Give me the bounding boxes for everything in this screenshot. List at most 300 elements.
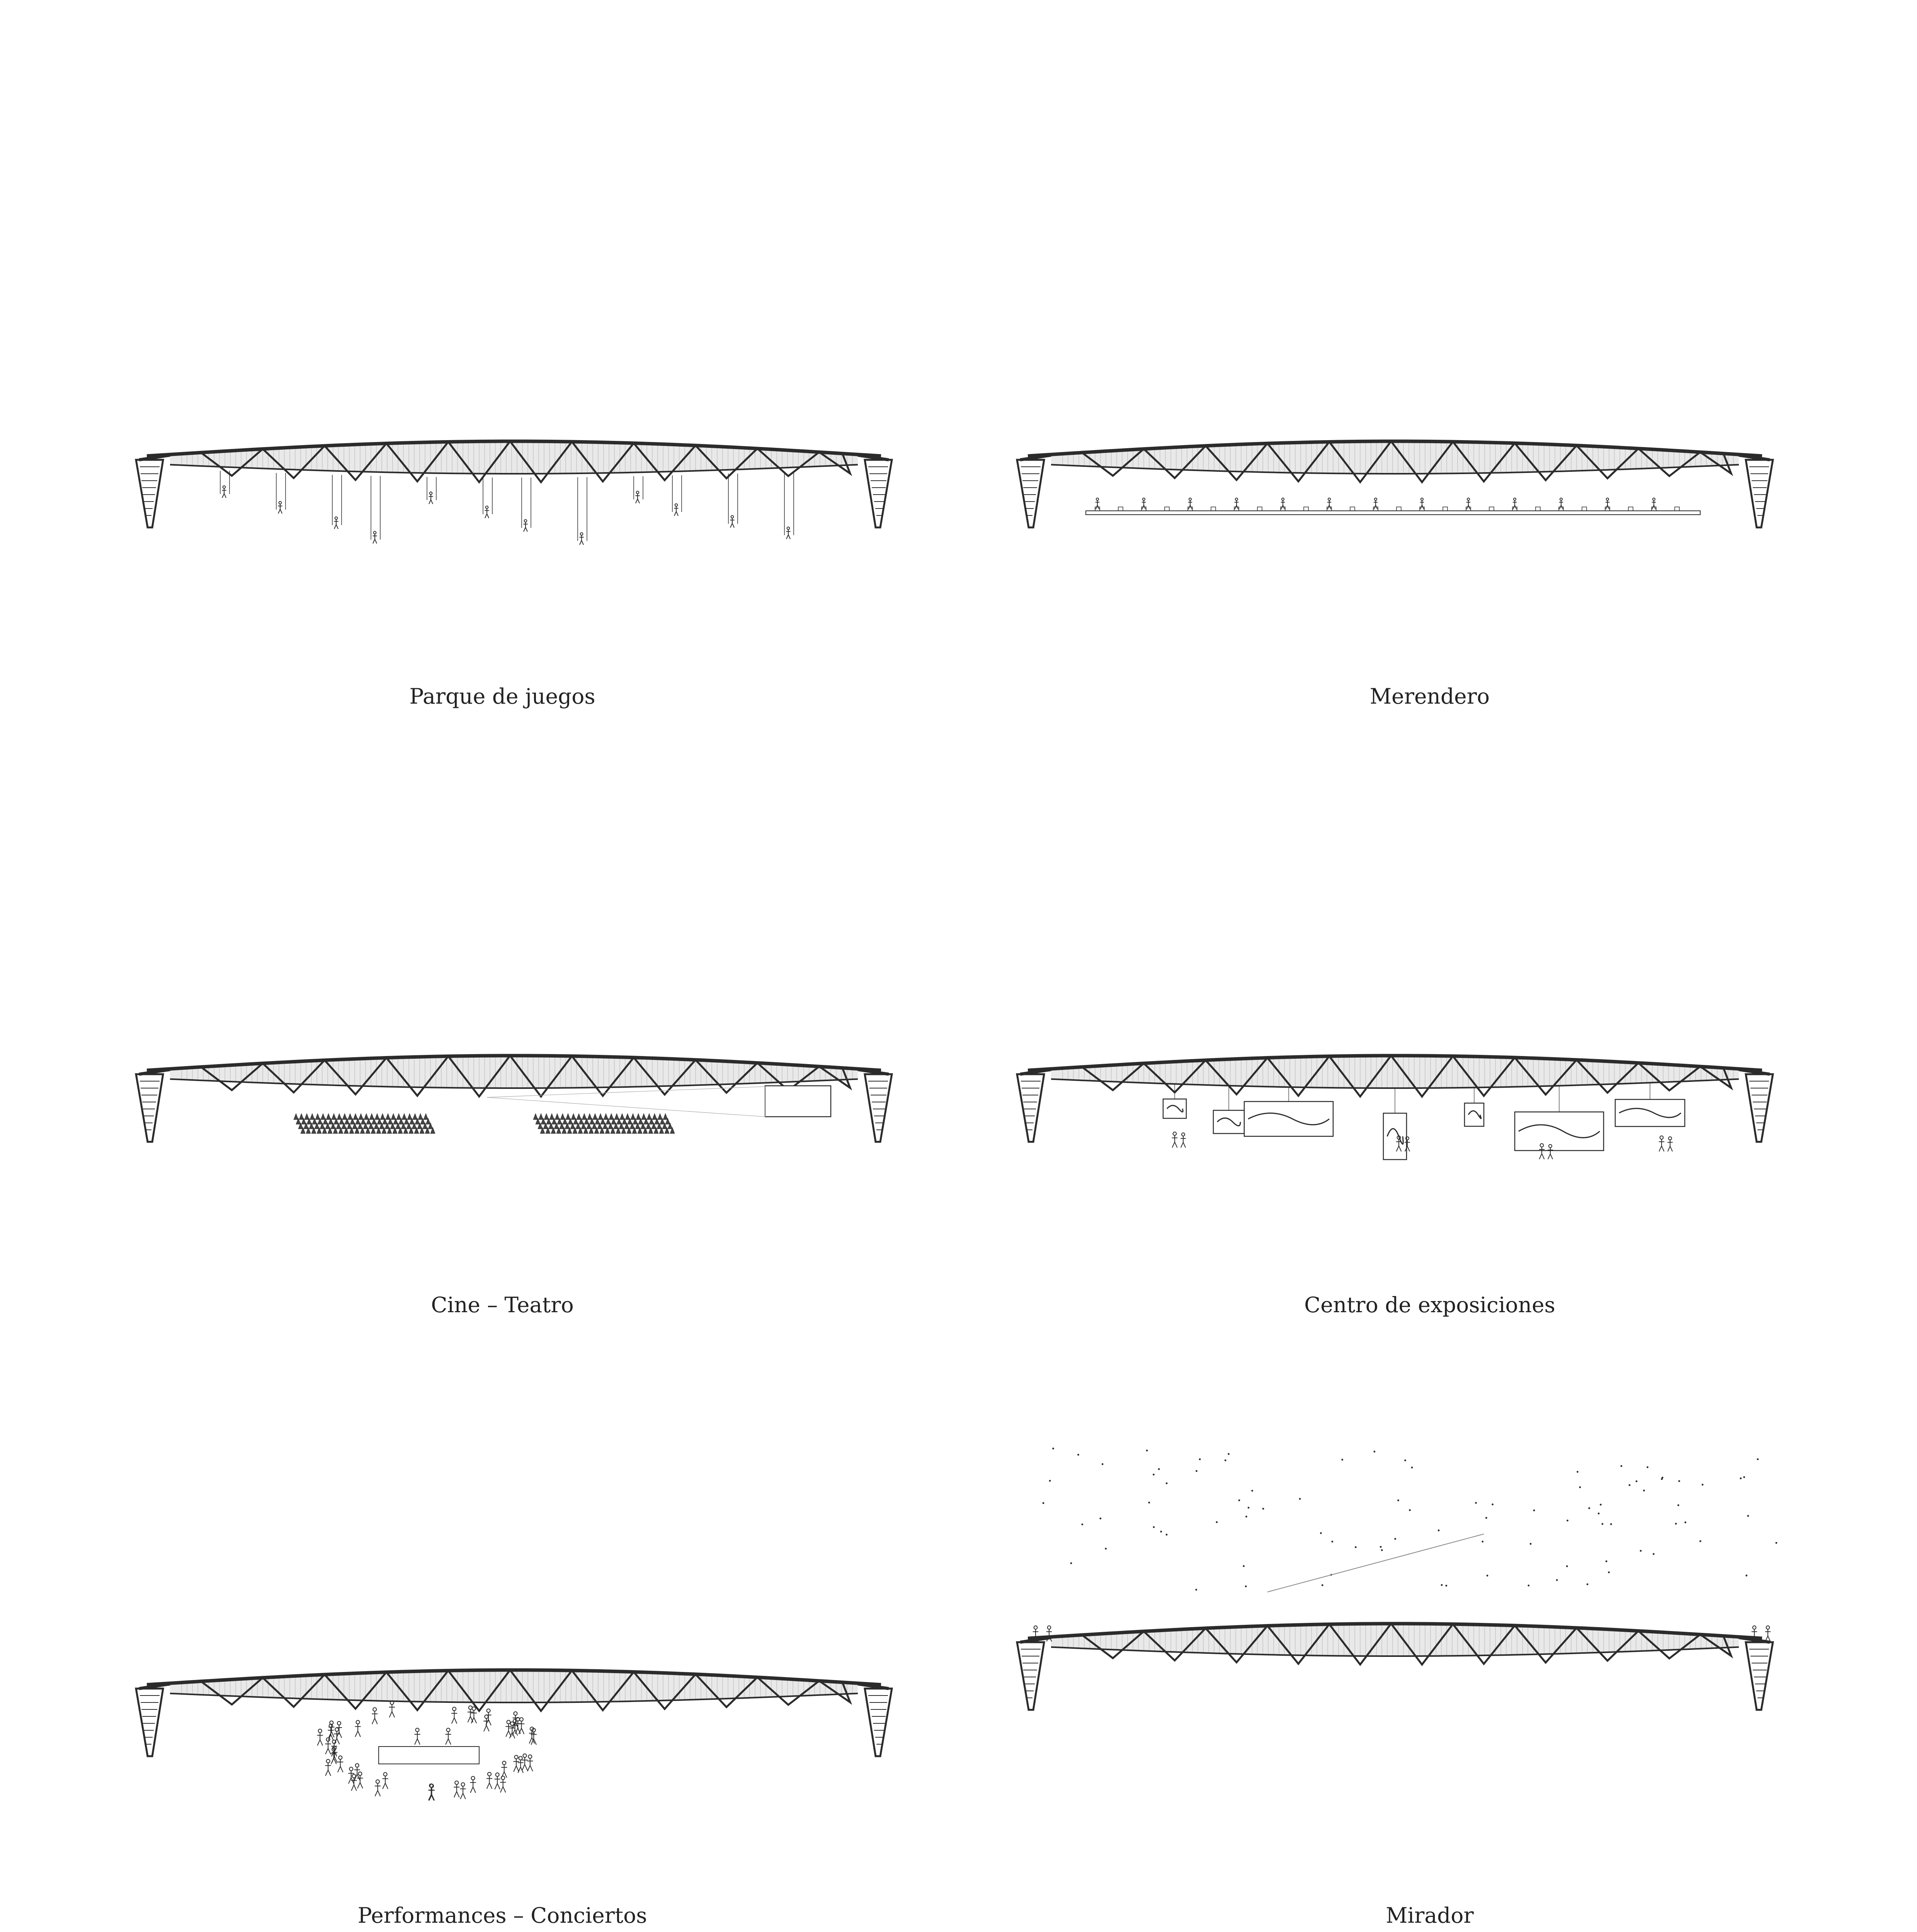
star-dot — [1160, 1531, 1162, 1532]
star-dot — [1492, 1503, 1493, 1505]
audience-seat — [413, 1114, 417, 1120]
person-figure — [1560, 498, 1562, 500]
person-figure — [786, 529, 790, 539]
person-figure — [1374, 498, 1377, 500]
star-dot — [1238, 1499, 1240, 1501]
person-figure — [520, 1718, 523, 1721]
person-figure — [337, 1721, 341, 1725]
person-figure — [1095, 500, 1099, 509]
truss-drawing — [147, 1020, 904, 1175]
star-dot — [1438, 1529, 1440, 1531]
person-figure — [372, 1711, 378, 1724]
support-leg — [136, 1074, 163, 1142]
person-figure — [325, 1741, 331, 1754]
person-figure — [374, 531, 376, 534]
person-figure — [514, 1755, 518, 1759]
person-figure — [1034, 1626, 1038, 1629]
person-figure — [1421, 498, 1423, 500]
star-dot — [1608, 1571, 1610, 1573]
person-figure — [1765, 1629, 1771, 1641]
person-figure — [223, 486, 226, 488]
person-figure — [1606, 500, 1609, 509]
audience-seat — [625, 1114, 630, 1120]
exhibit-frame — [1465, 1103, 1484, 1126]
person-figure — [472, 1707, 476, 1710]
star-dot — [1747, 1515, 1749, 1517]
star-dot — [1411, 1467, 1413, 1469]
star-dot — [1441, 1584, 1443, 1586]
table-item — [1628, 507, 1633, 511]
person-figure — [636, 491, 639, 494]
support-leg — [136, 460, 163, 527]
audience-seat — [593, 1114, 597, 1120]
star-dot — [1640, 1550, 1642, 1552]
person-figure — [1188, 500, 1192, 509]
person-figure — [485, 509, 489, 518]
person-figure — [469, 1706, 472, 1709]
table-item — [1443, 507, 1448, 511]
person-figure — [510, 1722, 514, 1725]
person-figure — [460, 1786, 466, 1799]
audience-seat — [326, 1114, 331, 1120]
star-dot — [1699, 1540, 1701, 1542]
audience-seat — [620, 1114, 624, 1120]
person-figure — [1667, 1140, 1673, 1151]
person-figure — [580, 533, 583, 536]
person-figure — [1281, 500, 1285, 509]
person-figure — [429, 1787, 435, 1800]
person-figure — [1660, 1136, 1664, 1139]
person-figure — [519, 1721, 524, 1734]
audience-seat — [337, 1114, 342, 1120]
star-dot — [1355, 1546, 1357, 1548]
person-figure — [513, 1759, 519, 1772]
star-dot — [1404, 1459, 1406, 1461]
support-leg — [1017, 1074, 1044, 1142]
star-dot — [1322, 1584, 1323, 1586]
person-figure — [1143, 498, 1145, 500]
person-figure — [501, 1776, 505, 1780]
star-dot — [1485, 1517, 1487, 1519]
person-figure — [430, 492, 432, 495]
caption-mirador: Mirador — [1386, 1903, 1474, 1928]
person-figure — [1513, 500, 1517, 509]
star-dot — [1600, 1504, 1602, 1506]
star-dot — [1081, 1524, 1083, 1526]
audience-seat — [353, 1114, 358, 1120]
star-dot — [1487, 1575, 1488, 1577]
star-dot — [1684, 1522, 1686, 1524]
star-dot — [1636, 1480, 1638, 1482]
person-figure — [500, 1780, 506, 1793]
person-figure — [278, 504, 282, 514]
shooting-star — [1267, 1534, 1484, 1592]
star-dot — [1245, 1516, 1247, 1518]
star-dot — [1743, 1476, 1745, 1478]
audience-seat — [380, 1114, 385, 1120]
star-dot — [1070, 1562, 1072, 1564]
panel-merendero — [1028, 406, 1785, 676]
table-item — [1489, 507, 1494, 511]
person-figure — [486, 506, 488, 509]
audience-seat — [609, 1114, 614, 1120]
person-figure — [1235, 498, 1238, 500]
star-dot — [1374, 1451, 1376, 1452]
star-dot — [1475, 1502, 1477, 1504]
person-figure — [1180, 1136, 1186, 1148]
person-figure — [1048, 1626, 1051, 1629]
person-figure — [446, 1728, 450, 1731]
caption-parque: Parque de juegos — [409, 684, 595, 709]
star-dot — [1445, 1585, 1447, 1587]
star-dot — [1610, 1523, 1612, 1525]
audience-seat — [391, 1114, 396, 1120]
person-figure — [470, 1780, 476, 1793]
caption-cine: Cine – Teatro — [431, 1293, 574, 1317]
person-figure — [461, 1783, 465, 1786]
exhibit-frame — [1244, 1102, 1333, 1136]
star-dot — [1643, 1490, 1645, 1492]
support-leg — [865, 1689, 892, 1756]
person-figure — [452, 1707, 456, 1711]
star-dot — [1745, 1575, 1747, 1577]
person-figure — [279, 502, 282, 504]
star-dot — [1228, 1453, 1230, 1455]
panel-parque-de-juegos — [147, 406, 904, 676]
table-item — [1304, 507, 1308, 511]
audience-seat — [582, 1114, 587, 1120]
person-figure — [415, 1728, 419, 1731]
truss-drawing — [1028, 406, 1785, 560]
person-figure — [222, 488, 226, 498]
audience-seat — [533, 1114, 538, 1120]
audience-seat — [348, 1114, 352, 1120]
projection-beam — [487, 1087, 765, 1117]
person-figure — [488, 1772, 491, 1776]
star-dot — [1216, 1521, 1218, 1523]
audience-seat — [560, 1114, 565, 1120]
audience-seat — [310, 1114, 315, 1120]
star-dot — [1678, 1480, 1680, 1482]
table-item — [1350, 507, 1355, 511]
audience-seat — [332, 1114, 336, 1120]
truss-drawing — [147, 406, 904, 560]
person-figure — [507, 1720, 510, 1724]
person-figure — [414, 1732, 420, 1745]
support-leg — [1746, 460, 1773, 527]
person-figure — [518, 1760, 524, 1773]
exhibit-frame — [1515, 1112, 1604, 1151]
star-dot — [1381, 1549, 1383, 1551]
star-dot — [1606, 1560, 1607, 1562]
person-figure — [522, 1757, 527, 1770]
person-figure — [731, 515, 734, 518]
person-figure — [527, 1759, 533, 1771]
person-figure — [382, 1776, 388, 1789]
star-dot — [1588, 1507, 1590, 1509]
person-figure — [635, 494, 640, 503]
audience-seat — [407, 1114, 412, 1120]
star-dot — [1677, 1504, 1679, 1506]
person-figure — [1766, 1626, 1770, 1629]
audience-seat — [571, 1114, 576, 1120]
audience-seat — [402, 1114, 407, 1120]
person-figure — [514, 1712, 517, 1715]
person-figure — [1467, 498, 1470, 500]
audience-seat — [386, 1114, 390, 1120]
star-dot — [1757, 1458, 1759, 1460]
audience-seat — [315, 1114, 320, 1120]
person-figure — [1559, 500, 1563, 509]
person-figure — [1669, 1137, 1672, 1140]
audience-seat — [375, 1114, 379, 1120]
person-figure — [1235, 500, 1238, 509]
person-figure — [1182, 1133, 1185, 1136]
star-dot — [1166, 1534, 1168, 1536]
table-item — [1165, 507, 1169, 511]
caption-exposiciones: Centro de exposiciones — [1304, 1293, 1555, 1317]
person-figure — [502, 1761, 506, 1765]
person-figure — [1172, 1135, 1177, 1148]
star-dot — [1397, 1500, 1399, 1502]
person-figure — [1466, 500, 1470, 509]
person-figure — [325, 1763, 331, 1776]
person-figure — [1420, 500, 1424, 509]
star-dot — [1196, 1470, 1197, 1472]
support-leg — [1017, 460, 1044, 527]
star-dot — [1621, 1465, 1623, 1467]
audience-seat — [549, 1114, 554, 1120]
audience-seat — [658, 1114, 662, 1120]
truss-drawing — [1028, 1020, 1785, 1182]
star-dot — [1394, 1538, 1396, 1540]
star-dot — [1146, 1450, 1148, 1452]
truss-drawing — [1028, 1430, 1785, 1739]
person-figure — [356, 1720, 359, 1724]
star-dot — [1482, 1541, 1483, 1543]
audience-seat — [647, 1114, 651, 1120]
exhibit-frame — [1615, 1099, 1685, 1126]
star-dot — [1533, 1509, 1535, 1511]
star-dot — [1052, 1447, 1054, 1449]
person-figure — [373, 1708, 376, 1711]
support-leg — [136, 1689, 163, 1756]
person-figure — [355, 1724, 361, 1736]
audience-seat — [614, 1114, 619, 1120]
person-figure — [454, 1784, 459, 1797]
star-dot — [1556, 1579, 1558, 1581]
star-dot — [1105, 1548, 1107, 1550]
table-item — [1397, 507, 1401, 511]
person-figure — [349, 1767, 353, 1770]
table-item — [1536, 507, 1540, 511]
star-dot — [1043, 1502, 1044, 1504]
person-figure — [486, 1709, 490, 1713]
table-item — [1211, 507, 1216, 511]
person-figure — [352, 1774, 356, 1778]
person-figure — [1189, 498, 1191, 500]
star-dot — [1248, 1507, 1250, 1509]
star-dot — [1579, 1486, 1581, 1488]
star-dot — [1166, 1482, 1168, 1484]
star-dot — [1702, 1484, 1704, 1486]
person-figure — [1652, 500, 1656, 509]
star-dot — [1225, 1459, 1226, 1461]
star-dot — [1602, 1523, 1604, 1525]
person-figure — [513, 1719, 517, 1723]
audience-seat — [369, 1114, 374, 1120]
support-leg — [1017, 1642, 1044, 1710]
audience-seat — [652, 1114, 657, 1120]
person-figure — [674, 506, 678, 516]
star-dot — [1320, 1532, 1322, 1534]
table-item — [1257, 507, 1262, 511]
panel-centro-exposiciones — [1028, 1020, 1785, 1291]
table-item — [1582, 507, 1587, 511]
person-figure — [468, 1709, 473, 1722]
person-figure — [524, 520, 527, 522]
person-figure — [348, 1771, 354, 1784]
person-figure — [384, 1772, 387, 1776]
star-dot — [1299, 1498, 1301, 1500]
audience-seat — [604, 1114, 608, 1120]
audience-seat — [359, 1114, 363, 1120]
star-dot — [1577, 1471, 1579, 1473]
person-figure — [1096, 498, 1099, 500]
audience-seat — [587, 1114, 592, 1120]
person-figure — [375, 1783, 381, 1796]
person-figure — [334, 519, 338, 529]
truss-drawing — [147, 1631, 904, 1793]
support-leg — [865, 1074, 892, 1142]
person-figure — [356, 1764, 359, 1767]
audience-seat — [663, 1114, 668, 1120]
star-dot — [1199, 1458, 1201, 1460]
person-figure — [523, 1754, 526, 1757]
star-dot — [1598, 1513, 1600, 1515]
star-dot — [1153, 1474, 1155, 1476]
person-figure — [1753, 1626, 1756, 1629]
person-figure — [357, 1776, 363, 1788]
star-dot — [1158, 1468, 1160, 1470]
person-figure — [1173, 1132, 1177, 1136]
support-leg — [1746, 1074, 1773, 1142]
person-figure — [389, 1704, 395, 1717]
audience-seat — [321, 1114, 325, 1120]
person-figure — [496, 1773, 499, 1776]
person-figure — [486, 1776, 492, 1789]
person-figure — [1374, 500, 1378, 509]
star-dot — [1776, 1542, 1778, 1544]
audience-seat — [555, 1114, 560, 1120]
star-dot — [1153, 1526, 1155, 1528]
person-figure — [1653, 498, 1655, 500]
star-dot — [1566, 1565, 1568, 1567]
audience-seat — [294, 1114, 298, 1120]
person-figure — [335, 517, 338, 519]
audience-seat — [396, 1114, 401, 1120]
person-figure — [317, 1733, 323, 1745]
star-dot — [1567, 1520, 1568, 1522]
stage — [379, 1747, 479, 1764]
person-figure — [1606, 498, 1609, 500]
person-figure — [373, 534, 377, 544]
star-dot — [1102, 1463, 1104, 1465]
person-figure — [1328, 498, 1330, 500]
person-figure — [337, 1759, 343, 1772]
star-dot — [1245, 1585, 1247, 1587]
audience-seat — [631, 1114, 635, 1120]
person-figure — [318, 1729, 322, 1733]
person-figure — [1659, 1139, 1664, 1151]
star-dot — [1380, 1546, 1382, 1548]
person-figure — [451, 1711, 457, 1723]
star-dot — [1653, 1553, 1655, 1555]
panel-cine-teatro — [147, 1020, 904, 1291]
person-figure — [787, 527, 790, 530]
person-figure — [1327, 500, 1331, 509]
star-dot — [1647, 1466, 1648, 1468]
projection-screen — [765, 1086, 831, 1117]
audience-seat — [598, 1114, 603, 1120]
support-leg — [1746, 1642, 1773, 1710]
star-dot — [1077, 1454, 1079, 1456]
star-dot — [1587, 1583, 1589, 1585]
star-dot — [1740, 1478, 1742, 1480]
audience-seat — [577, 1114, 581, 1120]
star-dot — [1049, 1480, 1051, 1482]
person-figure — [501, 1765, 507, 1777]
table-item — [1675, 507, 1679, 511]
audience-seat — [424, 1114, 428, 1120]
star-dot — [1530, 1543, 1532, 1545]
person-figure — [335, 1728, 338, 1731]
audience-seat — [342, 1114, 347, 1120]
star-dot — [1331, 1541, 1333, 1543]
star-dot — [1251, 1490, 1253, 1492]
person-figure — [519, 1757, 522, 1760]
person-figure — [730, 518, 734, 528]
audience-seat — [539, 1114, 543, 1120]
audience-seat — [544, 1114, 549, 1120]
person-figure — [579, 535, 583, 545]
person-figure — [485, 1715, 488, 1718]
person-figure — [523, 522, 527, 532]
person-figure — [455, 1781, 458, 1784]
audience-seat — [566, 1114, 570, 1120]
caption-performances: Performances – Conciertos — [357, 1903, 647, 1928]
person-figure — [1282, 498, 1284, 500]
star-dot — [1629, 1484, 1631, 1486]
star-dot — [1661, 1478, 1663, 1480]
audience-seat — [304, 1114, 309, 1120]
caption-merendero: Merendero — [1369, 684, 1490, 709]
panel-performances — [147, 1631, 904, 1901]
person-figure — [505, 1724, 511, 1736]
star-dot — [1341, 1459, 1343, 1461]
star-dot — [1675, 1523, 1677, 1525]
star-dot — [1148, 1502, 1150, 1503]
person-figure — [445, 1732, 451, 1745]
star-dot — [1243, 1565, 1245, 1567]
table-item — [1118, 507, 1123, 511]
person-figure — [495, 1776, 500, 1789]
star-dot — [1262, 1508, 1264, 1510]
audience-seat — [364, 1114, 369, 1120]
support-leg — [865, 460, 892, 527]
person-figure — [327, 1759, 330, 1763]
person-figure — [338, 1756, 342, 1759]
